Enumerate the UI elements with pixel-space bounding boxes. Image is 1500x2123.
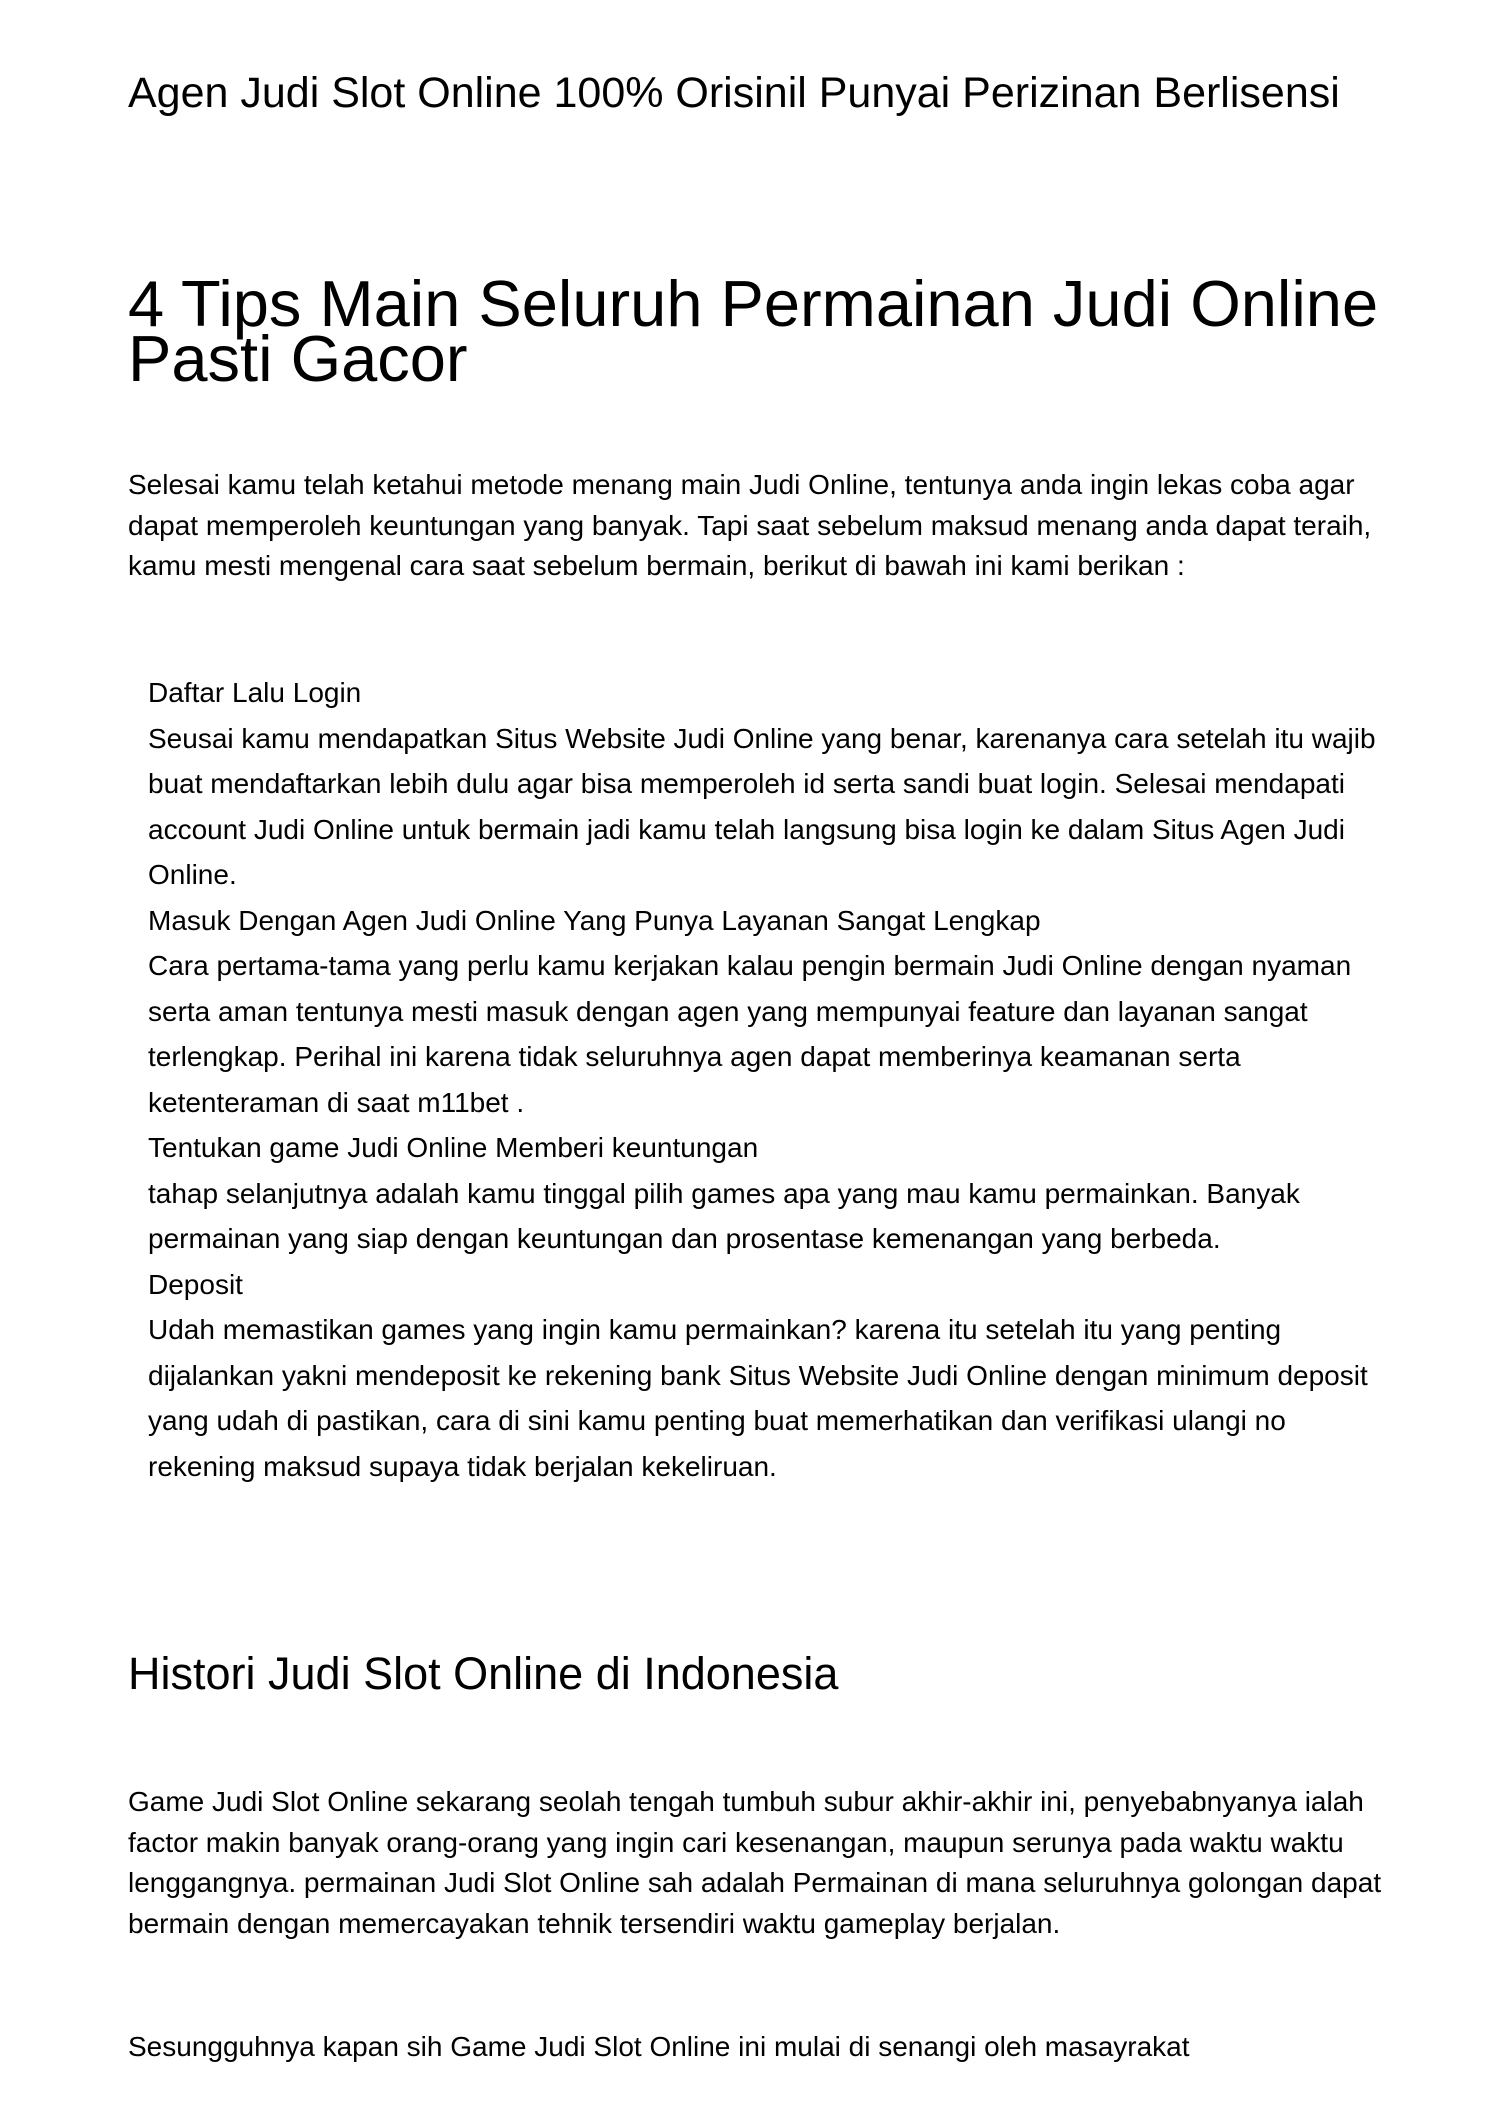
list-item — [148, 1125, 1398, 1262]
tip-title: Daftar Lalu Login — [148, 677, 362, 708]
tip-body: Cara pertama-tama yang perlu kamu kerjakan kalau pengin bermain Judi Online dengan nyaman serta aman tentunya mesti masuk dengan agen yang mempunyai feature dan layanan sangat terlengkap. Perihal ini karena tidak seluruhnya agen dapat memberinya keamanan serta ketenteraman di saat m11bet . — [148, 950, 1352, 1118]
document-title: Agen Judi Slot Online 100% Orisinil Punyai Perizinan Berlisensi — [128, 69, 1340, 117]
tip-body: tahap selanjutnya adalah kamu tinggal pilih games apa yang mau kamu permainkan. Banyak permainan yang siap dengan keuntungan dan prosentase kemenangan yang berbeda. — [148, 1177, 1300, 1254]
tips-list — [148, 670, 1398, 1489]
tip-title: Tentukan game Judi Online Memberi keuntungan — [148, 1132, 759, 1163]
history-paragraph: Game Judi Slot Online sekarang seolah tengah tumbuh subur akhir-akhir ini, penyebabnyanya ialah factor makin banyak orang-orang yang ingin cari kesenangan, maupun serunya pada waktu waktu lenggangnya. permainan Judi Slot Online sah adalah Permainan di mana seluruhnya golongan dapat bermain dengan memercayakan tehnik tersendiri waktu gameplay berjalan. — [128, 1786, 1382, 1939]
list-item — [148, 1262, 1398, 1490]
list-item — [148, 670, 1398, 898]
intro-paragraph: Selesai kamu telah ketahui metode menang main Judi Online, tentunya anda ingin lekas coba agar dapat memperoleh keuntungan yang banyak. Tapi saat sebelum maksud menang anda dapat teraih, kamu mesti mengenal cara saat sebelum bermain, berikut di bawah ini kami berikan : — [128, 469, 1372, 581]
tip-title: Masuk Dengan Agen Judi Online Yang Punya Layanan Sangat Lengkap — [148, 904, 1041, 936]
tip-body: Seusai kamu mendapatkan Situs Website Judi Online yang benar, karenanya cara setelah itu wajib buat mendaftarkan lebih dulu agar bisa memperoleh id serta sandi buat login. Selesai mendapati account Judi Online untuk bermain jadi kamu telah langsung bisa login ke dalam Situs Agen Judi Online. — [148, 722, 1376, 890]
history-paragraph: Sesungguhnya kapan sih Game Judi Slot Online ini mulai di senangi oleh masayrakat — [128, 2031, 1190, 2062]
tip-title: Deposit — [148, 1268, 243, 1300]
list-item — [148, 898, 1398, 1126]
tip-body: Udah memastikan games yang ingin kamu permainkan? karena itu setelah itu yang penting dijalankan yakni mendeposit ke rekening bank Situs Website Judi Online dengan minimum deposit yang udah di pastikan, cara di sini kamu penting buat memerhatikan dan verifikasi ulangi no rekening maksud supaya tidak berjalan kekeliruan. — [148, 1314, 1368, 1482]
article-heading: 4 Tips Main Seluruh Permainan Judi Online Pasti Gacor — [128, 267, 1379, 395]
section-heading: Histori Judi Slot Online di Indonesia — [128, 1648, 839, 1699]
